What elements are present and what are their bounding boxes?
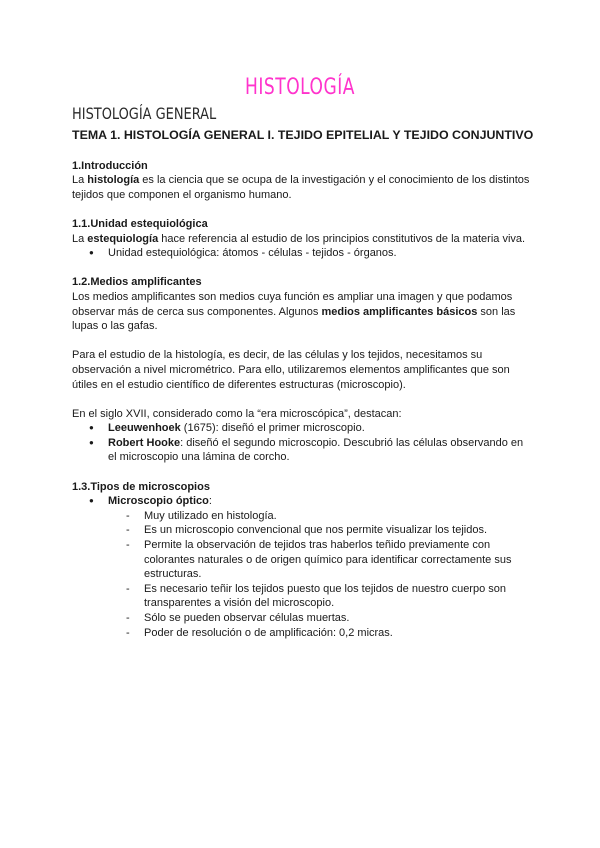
section-heading-medios: 1.2.Medios amplificantes bbox=[72, 276, 202, 289]
text-run: : diseñó el segundo microscopio. Descubrió las células observando en el microscopio una lámina de corcho. bbox=[108, 436, 524, 464]
list-item: - Sólo se pueden observar células muertas. bbox=[72, 611, 532, 626]
text-run: (1675): diseñó el primer microscopio. bbox=[180, 422, 365, 435]
list-item: - Es necesario teñir los tejidos puesto que los tejidos de nuestro cuerpo son transparentes a visión del microscopio. bbox=[72, 582, 532, 611]
bold-term: medios amplificantes básicos bbox=[321, 305, 478, 318]
introduccion-paragraph bbox=[72, 173, 532, 202]
text-run: hace referencia al estudio de los principios constitutivos de la materia viva. bbox=[158, 232, 526, 245]
list-item: - Es un microscopio convencional que nos permite visualizar los tejidos. bbox=[72, 523, 532, 538]
text-run: es la ciencia que se ocupa de la investigación y el conocimiento de los distintos tejidos que componen el organismo humano. bbox=[72, 174, 530, 201]
tema-heading: TEMA 1. HISTOLOGÍA GENERAL I. TEJIDO EPITELIAL Y TEJIDO CONJUNTIVO bbox=[72, 128, 534, 142]
unidad-list bbox=[72, 246, 532, 261]
document-subtitle: HISTOLOGÍA GENERAL bbox=[72, 104, 217, 123]
document-title: HISTOLOGÍA bbox=[245, 74, 355, 100]
medios-paragraph-3: En el siglo XVII, considerado como la “era microscópica”, destacan: bbox=[72, 407, 402, 420]
list-item bbox=[72, 436, 532, 465]
medios-paragraph-2: Para el estudio de la histología, es decir, de las células y los tejidos, necesitamos su observación a nivel micrométrico. Para ello, utilizaremos elementos amplificantes que son útiles en el estudio científico de diferentes estructuras (microscopio). bbox=[72, 349, 510, 391]
text-run: La bbox=[72, 174, 88, 187]
list-item bbox=[72, 421, 532, 436]
bold-term: estequiología bbox=[87, 232, 159, 245]
list-item: ● Unidad estequiológica: átomos - células - tejidos - órganos. bbox=[72, 246, 532, 261]
microscopes-list bbox=[72, 494, 532, 509]
bold-term: histología bbox=[87, 174, 140, 187]
document-body bbox=[72, 128, 532, 640]
section-heading-unidad: 1.1.Unidad estequiológica bbox=[72, 217, 208, 230]
bold-term: Leeuwenhoek bbox=[108, 422, 181, 435]
text-run: : bbox=[208, 495, 212, 508]
text-run: son las lupas o las gafas. bbox=[72, 305, 516, 333]
text-run: Los medios amplificantes son medios cuya función es ampliar una imagen y que podamos observar más de cerca sus componentes. Algunos bbox=[72, 290, 513, 318]
unidad-paragraph bbox=[72, 232, 532, 247]
scientists-list bbox=[72, 421, 532, 465]
optical-microscope-list bbox=[72, 509, 532, 640]
section-heading-introduccion: 1.Introducción bbox=[72, 159, 148, 172]
list-item: - Muy utilizado en histología. bbox=[72, 509, 532, 524]
section-heading-tipos: 1.3.Tipos de microscopios bbox=[72, 480, 210, 493]
list-item: - Permite la observación de tejidos tras haberlos teñido previamente con colorantes naturales o de origen químico para identificar correctamente sus estructuras. bbox=[72, 538, 532, 582]
medios-paragraph-1 bbox=[72, 290, 532, 334]
bold-term: Microscopio óptico bbox=[108, 495, 209, 508]
text-run: La bbox=[72, 232, 88, 245]
list-item: - Poder de resolución o de amplificación: 0,2 micras. bbox=[72, 626, 532, 641]
list-item bbox=[72, 494, 532, 509]
bold-term: Robert Hooke bbox=[108, 436, 181, 449]
